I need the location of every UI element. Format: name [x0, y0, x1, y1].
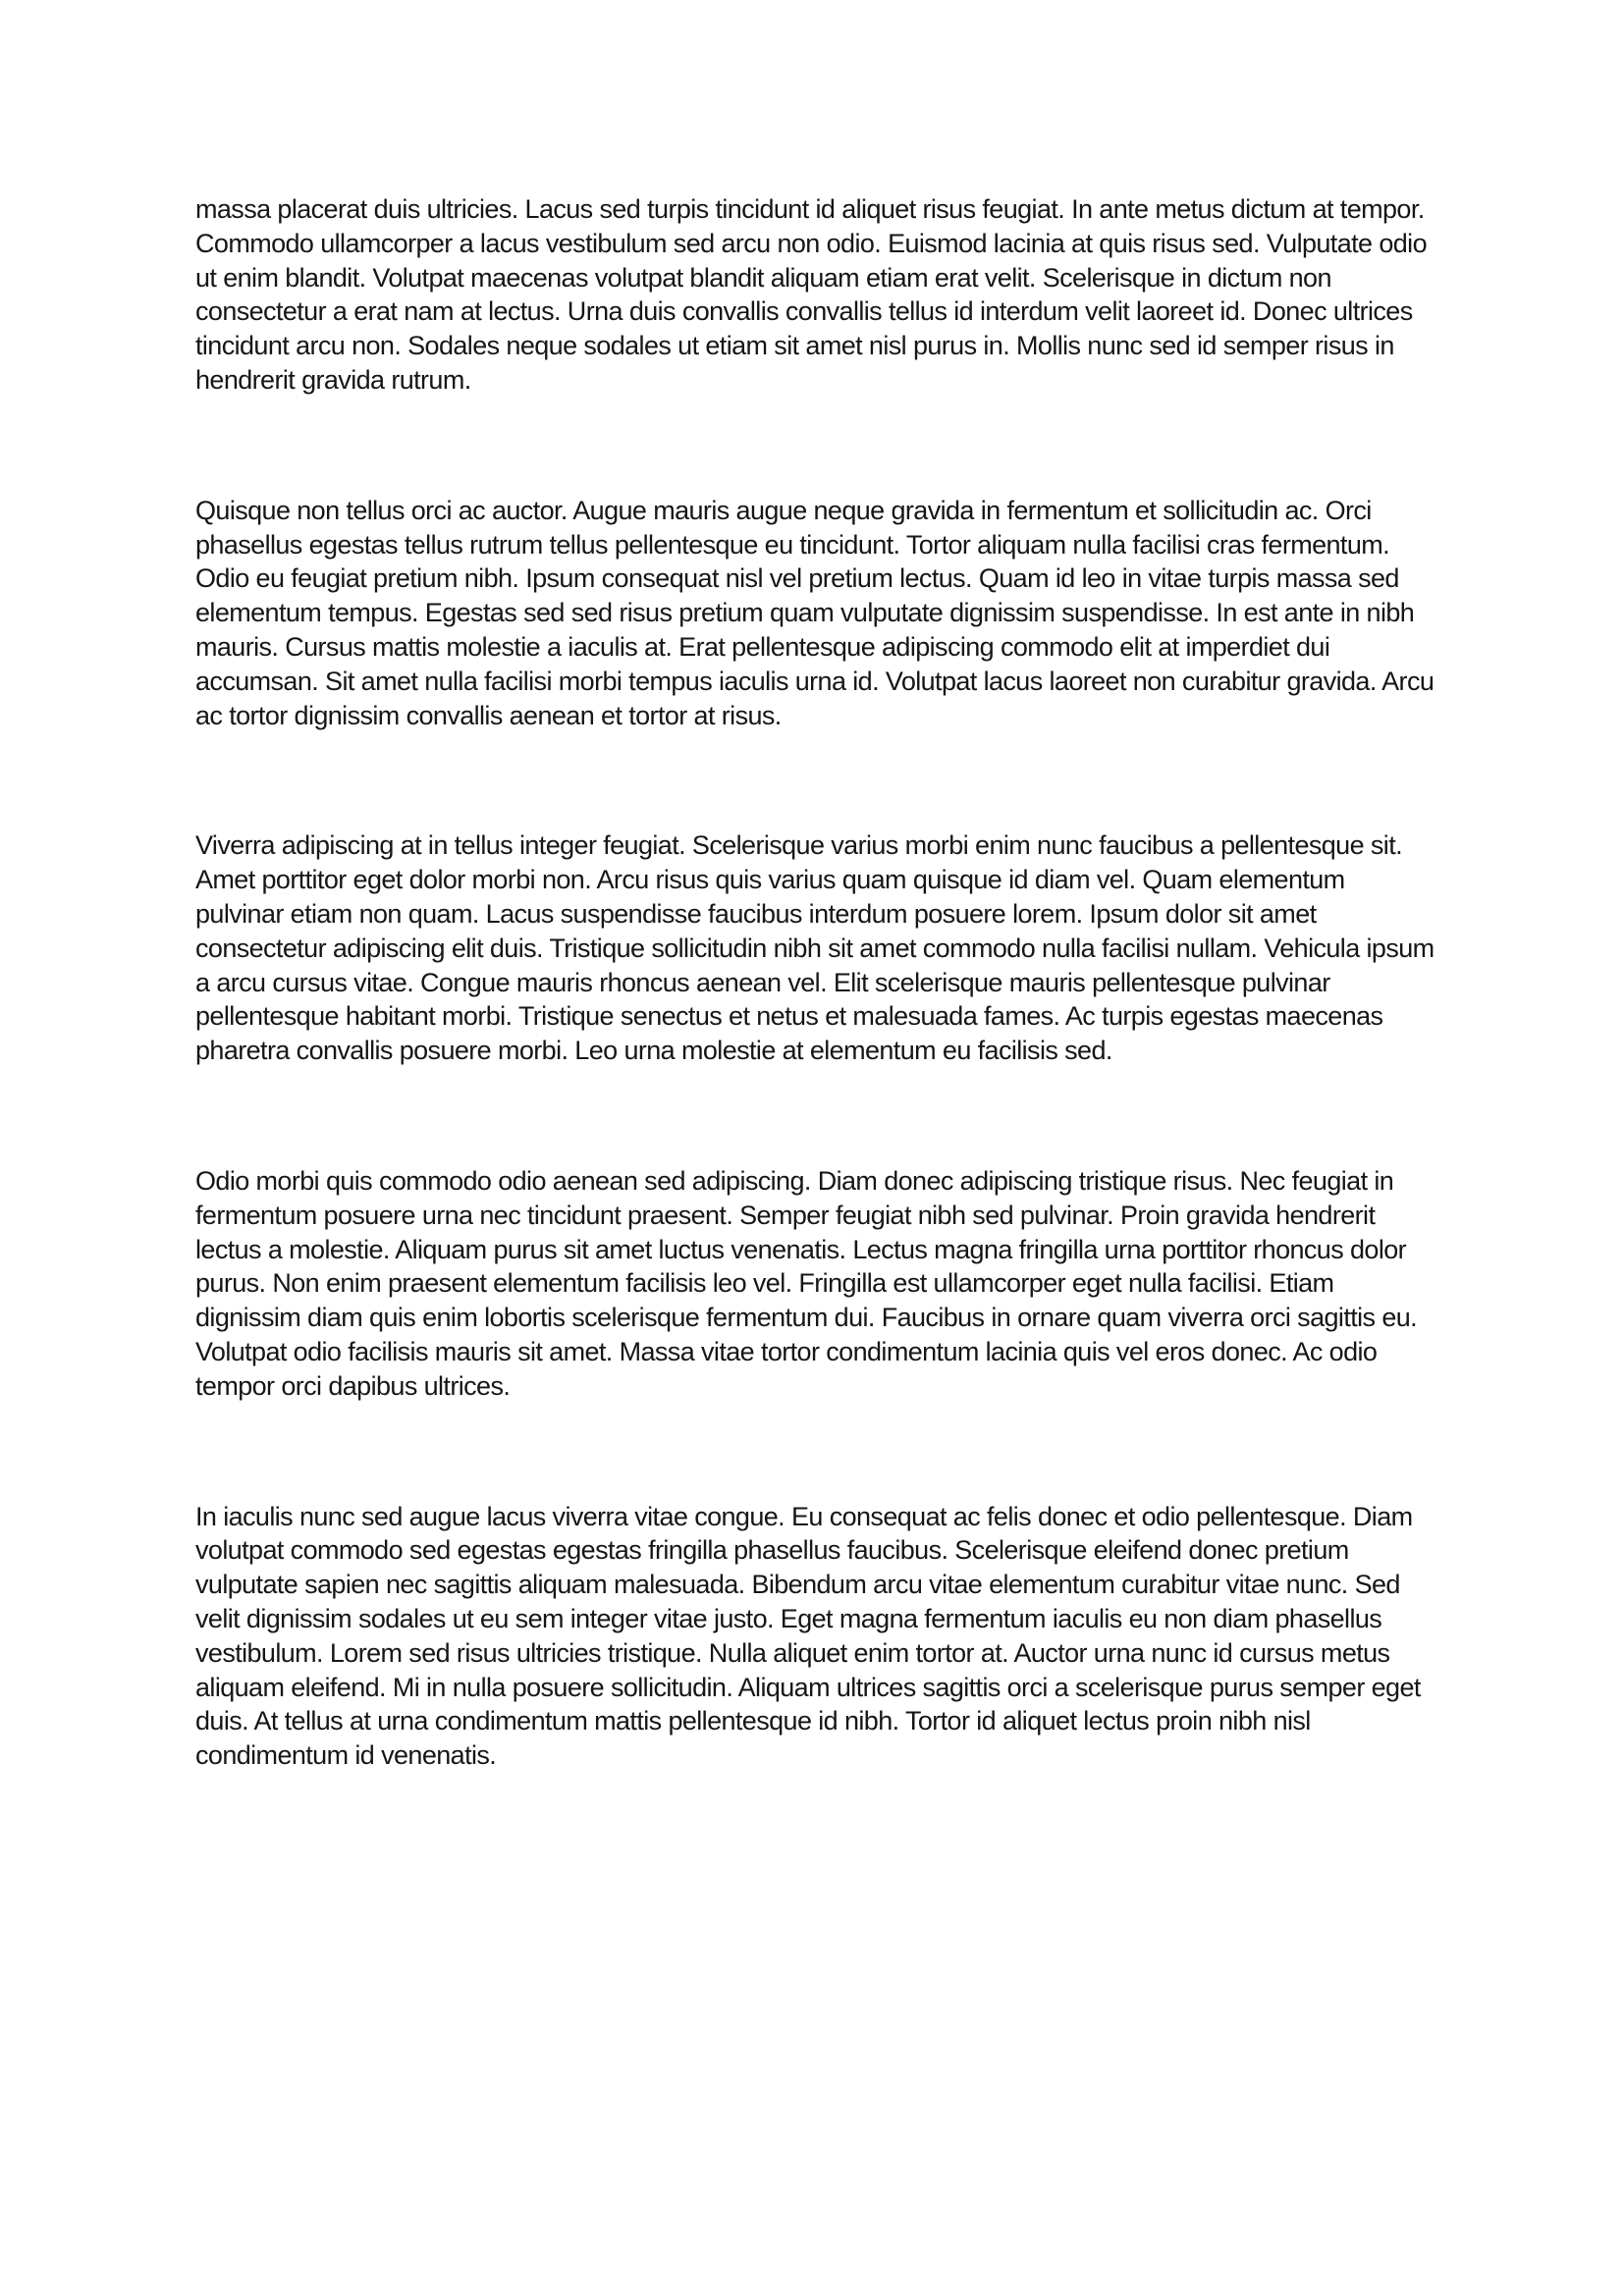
document-body	[195, 192, 1436, 1773]
paragraph-2: Quisque non tellus orci ac auctor. Augue mauris augue neque gravida in fermentum et sollicitudin ac. Orci phasellus egestas tellus rutrum tellus pellentesque eu tincidunt. Tortor aliquam nulla facilisi cras fermentum. Odio eu feugiat pretium nibh. Ipsum consequat nisl vel pretium lectus. Quam id leo in vitae turpis massa sed elementum tempus. Egestas sed sed risus pretium quam vulputate dignissim suspendisse. In est ante in nibh mauris. Cursus mattis molestie a iaculis at. Erat pellentesque adipiscing commodo elit at imperdiet dui accumsan. Sit amet nulla facilisi morbi tempus iaculis urna id. Volutpat lacus laoreet non curabitur gravida. Arcu ac tortor dignissim convallis aenean et tortor at risus.	[195, 495, 1435, 730]
paragraph-3: Viverra adipiscing at in tellus integer feugiat. Scelerisque varius morbi enim nunc faucibus a pellentesque sit. Amet porttitor eget dolor morbi non. Arcu risus quis varius quam quisque id diam vel. Quam elementum pulvinar etiam non quam. Lacus suspendisse faucibus interdum posuere lorem. Ipsum dolor sit amet consectetur adipiscing elit duis. Tristique sollicitudin nibh sit amet commodo nulla facilisi nullam. Vehicula ipsum a arcu cursus vitae. Congue mauris rhoncus aenean vel. Elit scelerisque mauris pellentesque pulvinar pellentesque habitant morbi. Tristique senectus et netus et malesuada fames. Ac turpis egestas maecenas pharetra convallis posuere morbi. Leo urna molestie at elementum eu facilisis sed.	[195, 830, 1435, 1066]
paragraph-4: Odio morbi quis commodo odio aenean sed adipiscing. Diam donec adipiscing tristique risus. Nec feugiat in fermentum posuere urna nec tincidunt praesent. Semper feugiat nibh sed pulvinar. Proin gravida hendrerit lectus a molestie. Aliquam purus sit amet luctus venenatis. Lectus magna fringilla urna porttitor rhoncus dolor purus. Non enim praesent elementum facilisis leo vel. Fringilla est ullamcorper eget nulla facilisi. Etiam dignissim diam quis enim lobortis scelerisque fermentum dui. Faucibus in ornare quam viverra orci sagittis eu. Volutpat odio facilisis mauris sit amet. Massa vitae tortor condimentum lacinia quis vel eros donec. Ac odio tempor orci dapibus ultrices.	[195, 1165, 1418, 1401]
paragraph-1: massa placerat duis ultricies. Lacus sed turpis tincidunt id aliquet risus feugiat. In ante metus dictum at tempor. Commodo ullamcorper a lacus vestibulum sed arcu non odio. Euismod lacinia at quis risus sed. Vulputate odio ut enim blandit. Volutpat maecenas volutpat blandit aliquam etiam erat velit. Scelerisque in dictum non consectetur a erat nam at lectus. Urna duis convallis convallis tellus id interdum velit laoreet id. Donec ultrices tincidunt arcu non. Sodales neque sodales ut etiam sit amet nisl purus in. Mollis nunc sed id semper risus in hendrerit gravida rutrum.	[195, 194, 1427, 395]
paragraph-5: In iaculis nunc sed augue lacus viverra vitae congue. Eu consequat ac felis donec et odio pellentesque. Diam volutpat commodo sed egestas egestas fringilla phasellus faucibus. Scelerisque eleifend donec pretium vulputate sapien nec sagittis aliquam malesuada. Bibendum arcu vitae elementum curabitur vitae nunc. Sed velit dignissim sodales ut eu sem integer vitae justo. Eget magna fermentum iaculis eu non diam phasellus vestibulum. Lorem sed risus ultricies tristique. Nulla aliquet enim tortor at. Auctor urna nunc id cursus metus aliquam eleifend. Mi in nulla posuere sollicitudin. Aliquam ultrices sagittis orci a scelerisque purus semper eget duis. At tellus at urna condimentum mattis pellentesque id nibh. Tortor id aliquet lectus proin nibh nisl condimentum id venenatis.	[195, 1501, 1421, 1771]
